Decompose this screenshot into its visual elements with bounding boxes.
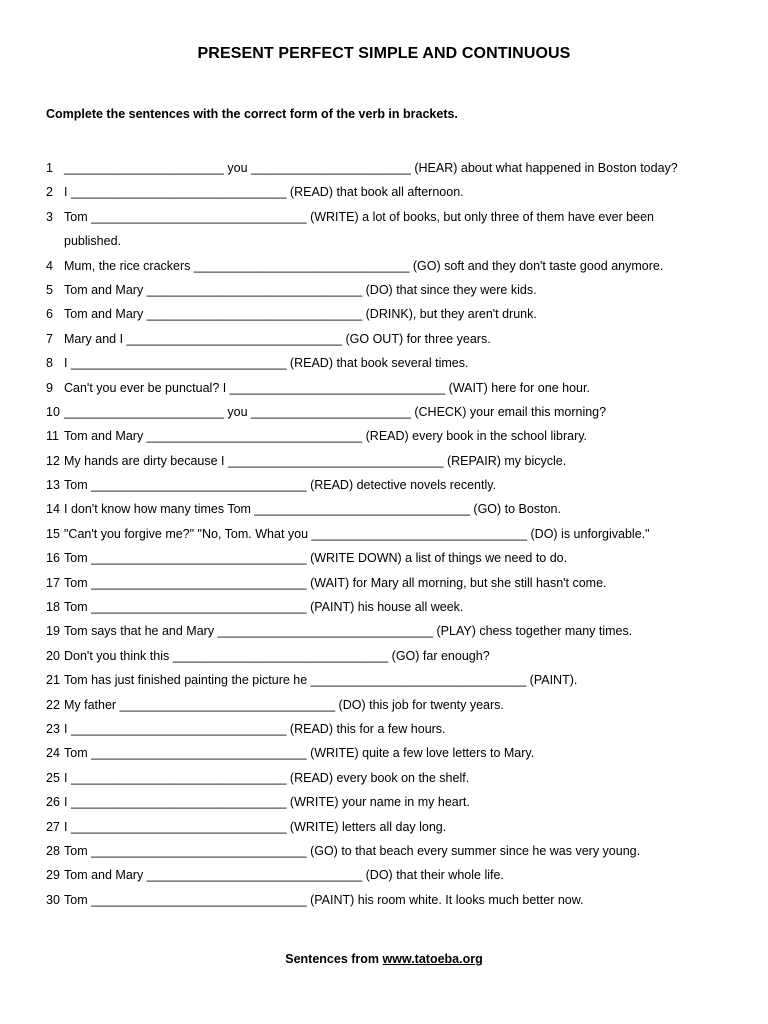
exercise-sentence: Don't you think this _______________________________ (GO) far enough? [64, 648, 490, 663]
instructions: Complete the sentences with the correct form of the verb in brackets. [46, 107, 458, 121]
exercise-item [46, 888, 736, 912]
exercise-number: 13 [46, 478, 60, 493]
exercise-sentence: Tom _______________________________ (WAIT) for Mary all morning, but she still hasn't come. [64, 575, 607, 590]
exercise-number: 11 [46, 429, 59, 444]
exercise-number: 21 [46, 673, 60, 688]
exercise-sentence: Tom says that he and Mary _______________________________ (PLAY) chess together many times. [64, 624, 633, 639]
exercise-number: 20 [46, 648, 60, 663]
exercise-sentence: Tom _______________________________ (READ) detective novels recently. [64, 478, 497, 493]
exercise-number: 10 [46, 404, 60, 419]
exercise-item [46, 424, 736, 448]
exercise-item [46, 180, 736, 204]
exercise-sentence: Tom _______________________________ (WRITE) a lot of books, but only three of them have ever been published. [64, 209, 654, 249]
exercise-item [46, 693, 736, 717]
exercise-item [46, 571, 736, 595]
exercise-item [46, 790, 736, 814]
exercise-item [46, 473, 736, 497]
exercise-sentence: Tom _______________________________ (GO) to that beach every summer since he was very young. [64, 843, 641, 858]
exercise-item [46, 644, 736, 668]
exercise-item [46, 619, 736, 643]
exercise-sentence: Tom and Mary _______________________________ (READ) every book in the school library. [64, 429, 588, 444]
exercise-sentence: My hands are dirty because I _______________________________ (REPAIR) my bicycle. [64, 453, 567, 468]
exercise-number: 28 [46, 843, 60, 858]
exercise-item [46, 254, 736, 278]
exercise-sentence: I _______________________________ (WRITE) letters all day long. [64, 819, 447, 834]
exercise-sentence: Tom _______________________________ (WRITE) quite a few love letters to Mary. [64, 746, 535, 761]
exercise-sentence: I don't know how many times Tom _______________________________ (GO) to Boston. [64, 502, 561, 517]
exercise-number: 5 [46, 282, 53, 297]
exercise-sentence: I _______________________________ (WRITE) your name in my heart. [64, 795, 470, 810]
exercise-sentence: "Can't you forgive me?" "No, Tom. What you _______________________________ (DO) is unforgivable." [64, 526, 650, 541]
exercise-number: 15 [46, 526, 60, 541]
exercise-item [46, 741, 736, 765]
exercise-item [46, 278, 736, 302]
exercise-item [46, 668, 736, 692]
exercise-number: 24 [46, 746, 60, 761]
exercise-sentence: My father _______________________________ (DO) this job for twenty years. [64, 697, 504, 712]
exercise-sentence: Mum, the rice crackers _______________________________ (GO) soft and they don't taste good anymore. [64, 258, 664, 273]
exercise-number: 1 [46, 161, 53, 175]
exercise-sentence: Tom and Mary _______________________________ (DO) that since they were kids. [64, 282, 537, 297]
exercise-sentence: _______________________ you _______________________ (CHECK) your email this morning? [64, 404, 607, 419]
exercise-item [46, 522, 736, 546]
exercise-sentence: I _______________________________ (READ) that book several times. [64, 356, 469, 371]
exercise-list [46, 156, 736, 912]
exercise-number: 29 [46, 868, 60, 883]
exercise-sentence: Tom _______________________________ (WRITE DOWN) a list of things we need to do. [64, 551, 568, 566]
exercise-number: 27 [46, 819, 60, 834]
exercise-sentence: Tom and Mary _______________________________ (DO) that their whole life. [64, 868, 504, 883]
exercise-item [46, 839, 736, 863]
exercise-item [46, 595, 736, 619]
exercise-number: 3 [46, 209, 53, 224]
footer-prefix: Sentences from [285, 952, 383, 966]
exercise-number: 30 [46, 892, 60, 907]
exercise-item [46, 156, 736, 180]
exercise-number: 2 [46, 185, 53, 200]
exercise-number: 26 [46, 795, 60, 810]
exercise-number: 8 [46, 356, 53, 371]
footer [0, 952, 768, 966]
exercise-item [46, 546, 736, 570]
exercise-sentence: Tom _______________________________ (PAINT) his house all week. [64, 600, 464, 615]
exercise-item [46, 815, 736, 839]
exercise-sentence: I _______________________________ (READ) every book on the shelf. [64, 770, 470, 785]
exercise-number: 4 [46, 258, 53, 273]
exercise-number: 18 [46, 600, 60, 615]
exercise-item [46, 327, 736, 351]
exercise-sentence: _______________________ you _______________________ (HEAR) about what happened in Boston today? [64, 161, 678, 175]
page-title: PRESENT PERFECT SIMPLE AND CONTINUOUS [197, 45, 571, 62]
exercise-item [46, 449, 736, 473]
exercise-sentence: Tom has just finished painting the picture he _______________________________ (PAINT). [64, 673, 578, 688]
exercise-number: 19 [46, 624, 60, 639]
exercise-number: 14 [46, 502, 60, 517]
exercise-sentence: I _______________________________ (READ) that book all afternoon. [64, 185, 464, 200]
exercise-item [46, 400, 736, 424]
exercise-item [46, 766, 736, 790]
exercise-item [46, 205, 736, 254]
exercise-number: 9 [46, 380, 53, 395]
exercise-number: 17 [46, 575, 60, 590]
exercise-sentence: Tom _______________________________ (PAINT) his room white. It looks much better now. [64, 892, 584, 907]
exercise-number: 23 [46, 722, 60, 736]
exercise-number: 12 [46, 453, 60, 468]
exercise-sentence: I _______________________________ (READ) this for a few hours. [64, 722, 446, 736]
exercise-number: 7 [46, 331, 53, 346]
exercise-number: 6 [46, 307, 53, 322]
tatoeba-link[interactable]: www.tatoeba.org [382, 952, 483, 966]
exercise-sentence: Tom and Mary _______________________________ (DRINK), but they aren't drunk. [64, 307, 537, 322]
exercise-sentence: Mary and I _______________________________ (GO OUT) for three years. [64, 331, 491, 346]
exercise-item [46, 497, 736, 521]
exercise-number: 25 [46, 770, 60, 785]
exercise-item [46, 302, 736, 326]
exercise-number: 16 [46, 551, 60, 566]
exercise-item [46, 351, 736, 375]
exercise-item [46, 376, 736, 400]
exercise-item [46, 717, 736, 741]
exercise-item [46, 863, 736, 887]
exercise-number: 22 [46, 697, 60, 712]
exercise-sentence: Can't you ever be punctual? I _______________________________ (WAIT) here for one hour. [64, 380, 590, 395]
